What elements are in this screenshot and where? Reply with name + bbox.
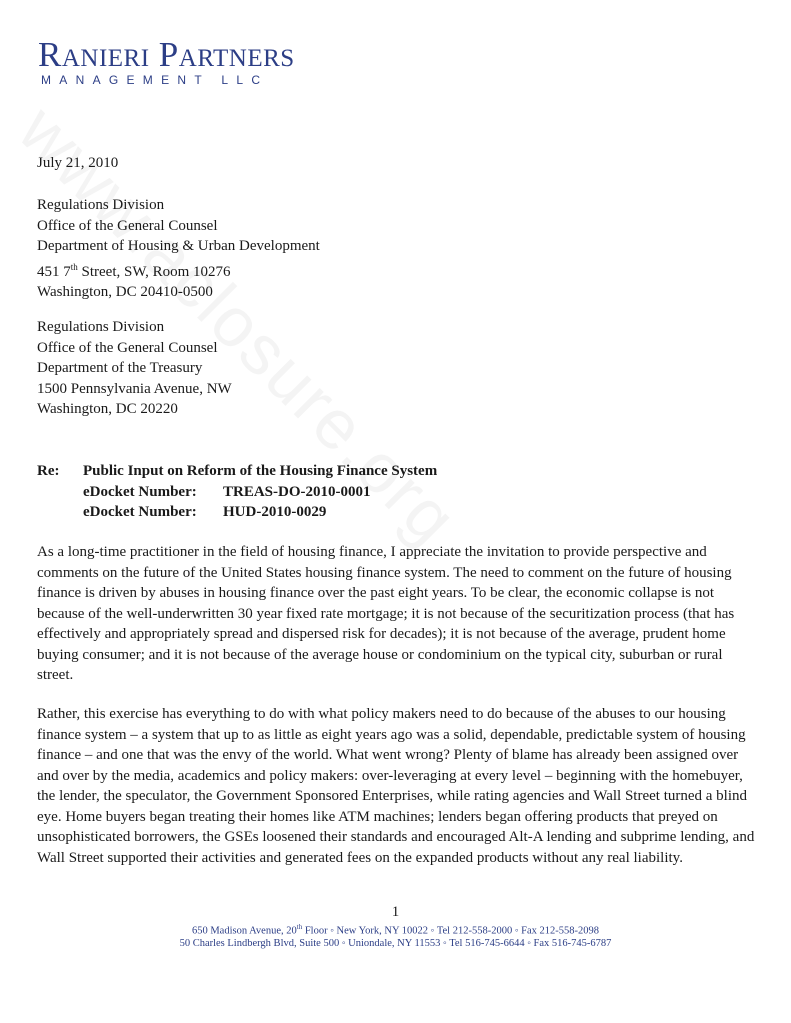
address-line: Department of the Treasury xyxy=(37,360,203,376)
ordinal-suffix: th xyxy=(296,923,303,931)
ordinal-suffix: th xyxy=(70,261,78,272)
body-paragraph-2: Rather, this exercise has everything to do with what policy makers need to do because of the abuses to our housing finance system – a system that up to as little as eight years ago was a solid, dependable, predictable system of housing finance – and one that was the envy of the world. What went wrong? Plenty of blame has already been assigned over and over by the media, academics and policy makers: over-leveraging at every level – beginning with the homebuyer, the lender, the speculator, the Government Sponsored Enterprises, while rating agencies and Wall Street turned a blind eye. Home buyers began treating their homes like ATM machines; lenders began offering products that preyed on unsophisticated borrowers, the GSEs loosened their standards and encouraged Alt-A lending and subprime lending, and Wall Street supported their activities and generated fees on the expanded products without any real liability. xyxy=(37,706,755,866)
recipient-address-treasury xyxy=(37,317,232,420)
footer-address-ny xyxy=(0,923,791,937)
address-line: Washington, DC 20220 xyxy=(37,401,178,417)
letterhead-logo xyxy=(38,35,295,87)
docket-label: eDocket Number: xyxy=(83,504,197,520)
street-name: Street, SW, Room 10276 xyxy=(77,263,231,280)
letter-date: July 21, 2010 xyxy=(37,155,119,171)
address-line xyxy=(37,257,320,283)
address-line: Washington, DC 20410-0500 xyxy=(37,284,213,300)
docket-number: TREAS-DO-2010-0001 xyxy=(223,483,371,500)
company-name: Ranieri Partners xyxy=(38,35,295,74)
address-line: 1500 Pennsylvania Avenue, NW xyxy=(37,380,232,397)
address-line: Regulations Division xyxy=(37,319,165,335)
page-number: 1 xyxy=(391,904,400,920)
body-paragraph-1: As a long-time practitioner in the field of housing finance, I appreciate the invitation to provide perspective and comments on the future of the United States housing finance system. The need to comment on the future of housing finance is driven by abuses in housing finance over the past eight years. To be clear, the economic collapse is not because of the well-underwritten 30 year fixed rate mortgage; it is not because of the securitization process (that has effectively and appropriately spread and dispersed risk for decades); it is not because of the average, prudent home buying consumer; and it is not because of the average house or condominium on the typical city, suburban or rural street. xyxy=(37,544,735,683)
address-line: Office of the General Counsel xyxy=(37,339,218,356)
subject-block xyxy=(37,461,437,523)
footer-text: 650 Madison Avenue, 20 xyxy=(191,925,297,937)
subject-line: Public Input on Reform of the Housing Finance System xyxy=(83,463,438,479)
re-label: Re: xyxy=(37,463,60,479)
address-line: Department of Housing & Urban Development xyxy=(37,238,320,254)
docket-number: HUD-2010-0029 xyxy=(223,504,327,520)
footer-text: Floor ◦ New York, NY 10022 ◦ Tel 212-558-2000 ◦ Fax 212-558-2098 xyxy=(302,925,600,937)
company-subtitle: MANAGEMENT LLC xyxy=(41,73,269,87)
street-number: 451 7 xyxy=(37,263,71,280)
address-line: Office of the General Counsel xyxy=(37,217,218,234)
address-line: Regulations Division xyxy=(37,197,165,213)
recipient-address-hud xyxy=(37,195,320,303)
docket-label: eDocket Number: xyxy=(83,483,197,500)
footer-address-uniondale: 50 Charles Lindbergh Blvd, Suite 500 ◦ Uniondale, NY 11553 ◦ Tel 516-745-6644 ◦ Fax 516-745-6787 xyxy=(179,938,612,949)
